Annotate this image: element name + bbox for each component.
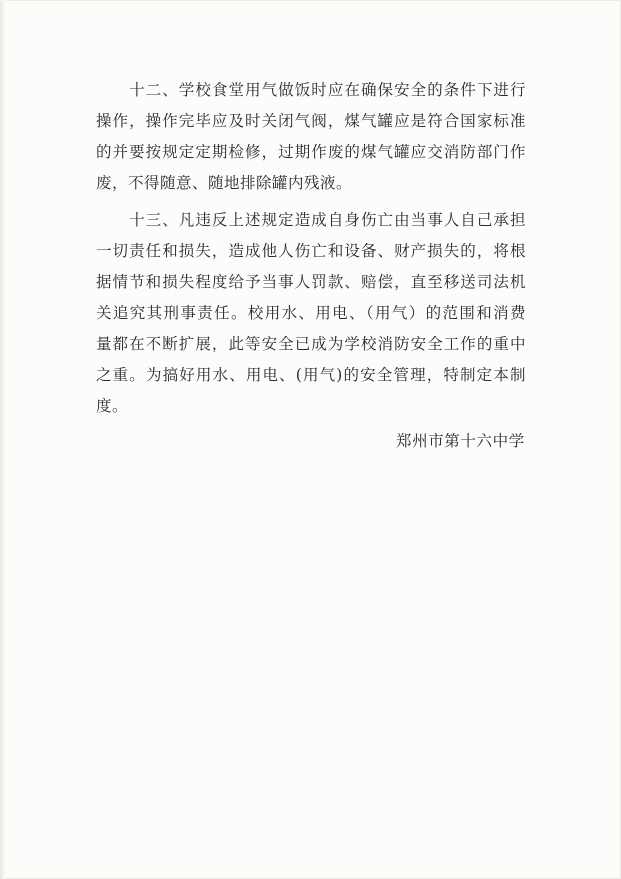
paragraph-line: 量都在不断扩展，此等安全已成为学校消防安全工作的重中 [96,335,526,353]
paragraph-line: 的并要按规定定期检修，过期作废的煤气罐应交消防部门作 [96,143,526,161]
paragraph-line: 据情节和损失程度给予当事人罚款、赔偿，直至移送司法机 [96,273,526,291]
paragraph-line: 十二、学校食堂用气做饭时应在确保安全的条件下进行 [96,81,526,99]
signature-school-name: 郑州市第十六中学 [396,432,525,450]
paragraph-line: 废，不得随意、随地排除罐内残液。 [96,174,353,192]
paragraph-line: 关追究其刑事责任。校用水、用电、（用气）的范围和消费 [96,304,526,322]
scan-edge [0,0,6,879]
paragraph-line: 之重。为搞好用水、用电、(用气)的安全管理，特制定本制 [96,366,526,384]
paragraph-line: 十三、凡违反上述规定造成自身伤亡由当事人自己承担 [96,211,526,229]
paragraph-line: 度。 [96,397,129,415]
paragraph-line: 一切责任和损失，造成他人伤亡和设备、财产损失的，将根 [96,242,526,260]
paragraph-line: 操作，操作完毕应及时关闭气阀，煤气罐应是符合国家标准 [96,112,526,130]
